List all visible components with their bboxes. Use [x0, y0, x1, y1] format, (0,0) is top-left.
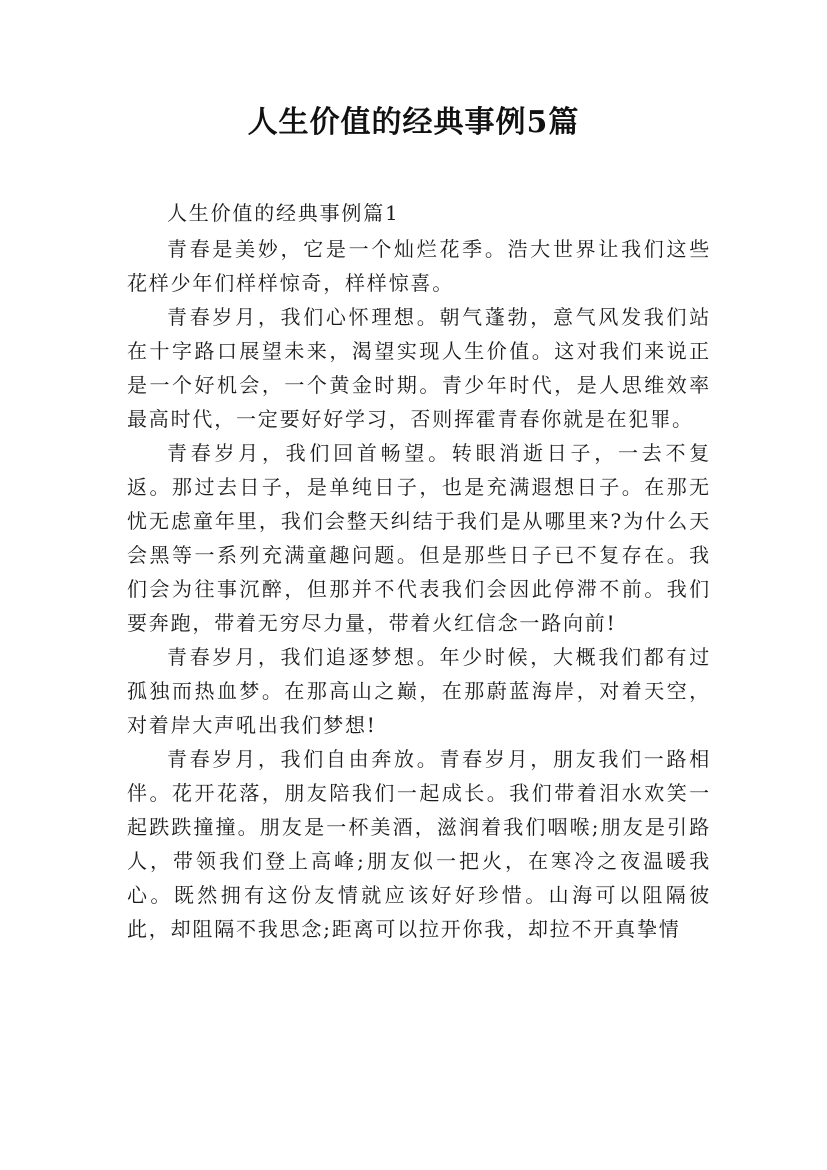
document-title: 人生价值的经典事例5篇 [247, 105, 580, 140]
section-heading: 人生价值的经典事例篇1 [167, 201, 400, 225]
paragraph-1: 青春是美妙，它是一个灿烂花季。浩大世界让我们这些花样少年们样样惊奇，样样惊喜。 [127, 237, 711, 295]
paragraph-4: 青春岁月，我们追逐梦想。年少时候，大概我们都有过孤独而热血梦。在那高山之巅，在那蔚蓝海岸，对着天空，对着岸大声吼出我们梦想! [127, 645, 711, 737]
paragraph-5: 青春岁月，我们自由奔放。青春岁月，朋友我们一路相伴。花开花落，朋友陪我们一起成长。我们带着泪水欢笑一起跌跌撞撞。朋友是一杯美酒，滋润着我们咽喉;朋友是引路人，带领我们登上高峰;朋友似一把火，在寒冷之夜温暖我心。既然拥有这份友情就应该好好珍惜。山海可以阻隔彼此，却阻隔不我思念;距离可以拉开你我，却拉不开真挚情 [127, 747, 711, 941]
paragraph-2: 青春岁月，我们心怀理想。朝气蓬勃，意气风发我们站在十字路口展望未来，渴望实现人生价值。这对我们来说正是一个好机会，一个黄金时期。青少年时代，是人思维效率最高时代，一定要好好学习，否则挥霍青春你就是在犯罪。 [127, 305, 711, 431]
document-body [127, 196, 711, 946]
paragraph-3: 青春岁月，我们回首畅望。转眼消逝日子，一去不复返。那过去日子，是单纯日子，也是充满遐想日子。在那无忧无虑童年里，我们会整天纠结于我们是从哪里来?为什么天会黑等一系列充满童趣问题。但是那些日子已不复存在。我们会为往事沉醉，但那并不代表我们会因此停滞不前。我们要奔跑，带着无穷尽力量，带着火红信念一路向前! [127, 441, 711, 635]
